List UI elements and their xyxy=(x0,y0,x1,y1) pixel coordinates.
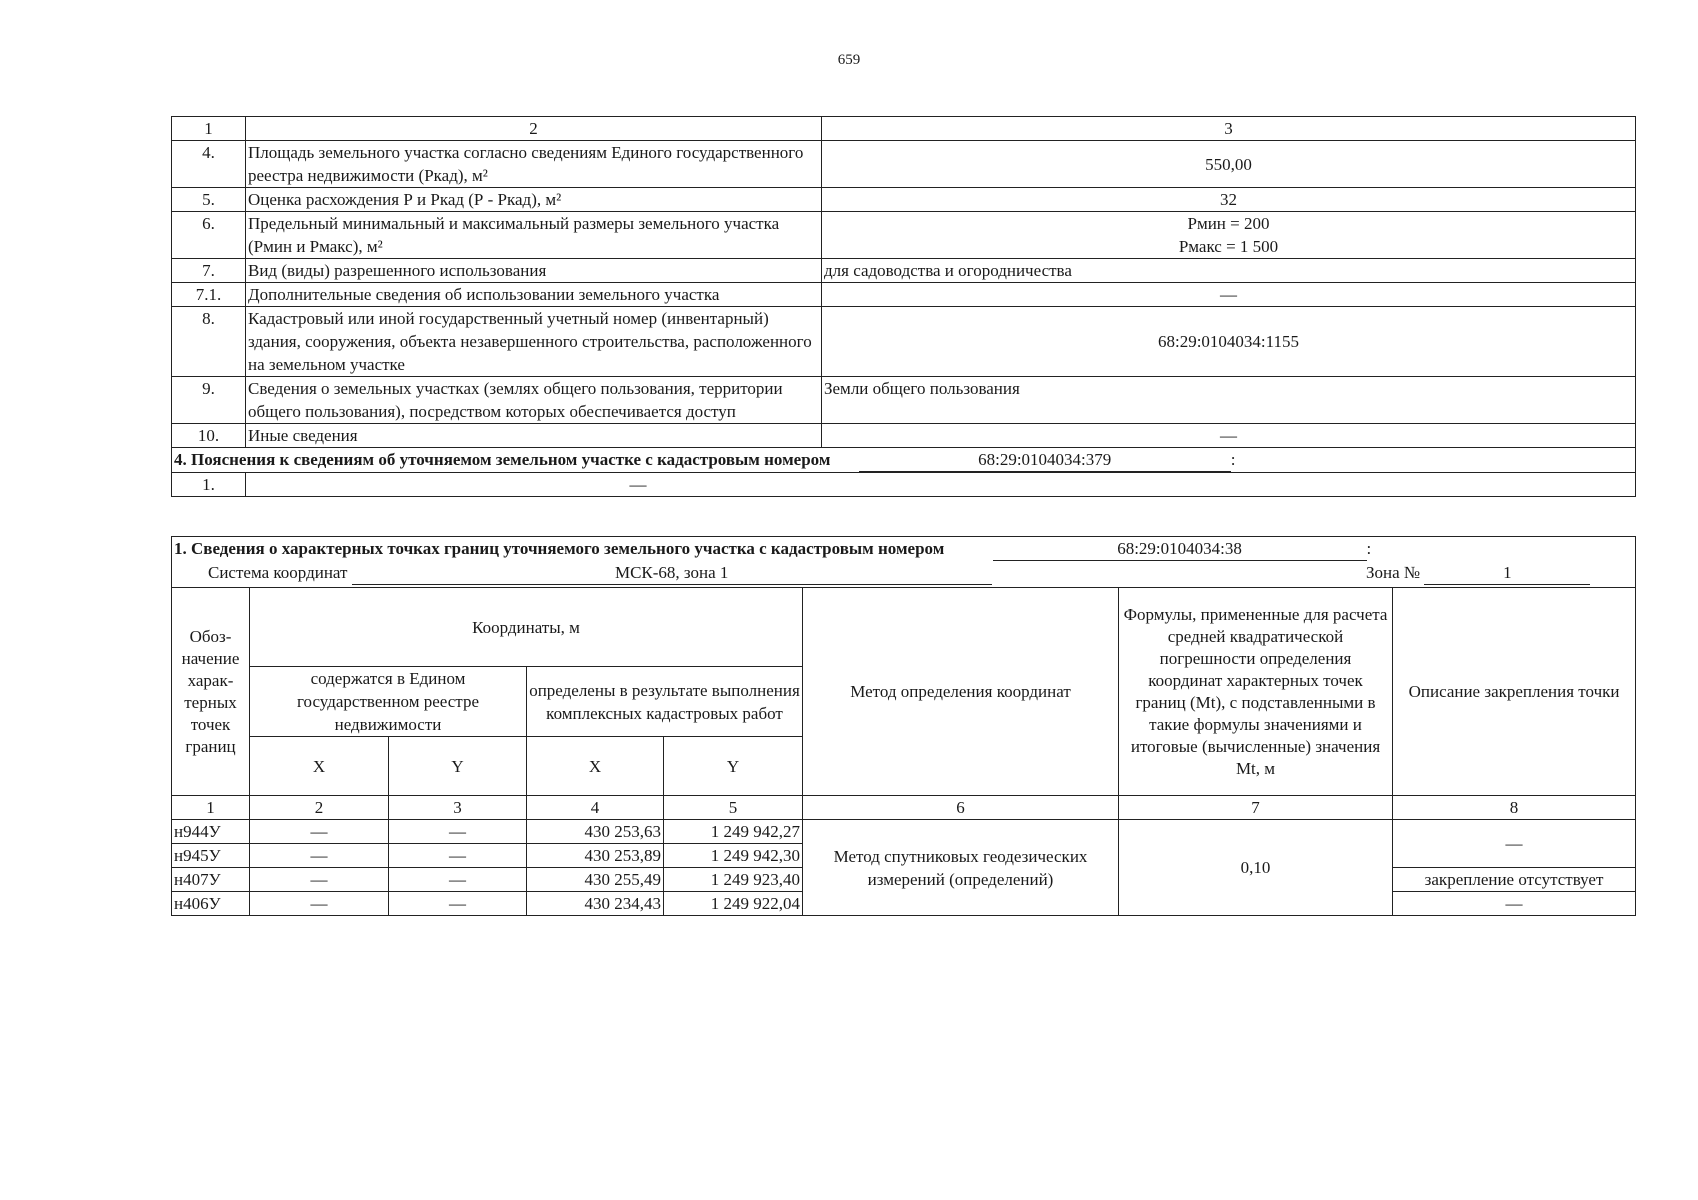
points-title-row xyxy=(172,537,1636,588)
row-number: 9. xyxy=(172,377,246,424)
determined-header: определены в результате выполнения комплексных кадастровых работ xyxy=(527,667,803,737)
col-number: 6 xyxy=(803,796,1119,820)
row-label: Дополнительные сведения об использовании земельного участка xyxy=(246,283,822,307)
y-header: Y xyxy=(664,737,803,796)
coord-system-value: МСК-68, зона 1 xyxy=(352,561,992,585)
col-number: 3 xyxy=(389,796,527,820)
y-egrn-header: Y xyxy=(389,737,527,796)
page-number: 659 xyxy=(837,52,861,68)
max-size: Рмакс = 1 500 xyxy=(1178,237,1279,256)
col-number: 2 xyxy=(250,796,389,820)
point-x: 430 255,49 xyxy=(527,868,664,892)
point-x-egrn: — xyxy=(250,820,389,844)
col-number: 7 xyxy=(1119,796,1393,820)
description-header: Описание закрепления точки xyxy=(1393,588,1636,796)
row-label: Кадастровый или иной государственный учетный номер (инвентарный) здания, сооружения, объекта незавершенного строительства, расположенного на земельном участке xyxy=(246,307,822,377)
section4-title-cell xyxy=(172,448,1636,473)
row-value: — xyxy=(822,283,1636,307)
egrn-header: содержатся в Едином государственном реестре недвижимости xyxy=(250,667,527,737)
row-number: 5. xyxy=(172,188,246,212)
row-value xyxy=(246,473,1636,497)
point-y: 1 249 923,40 xyxy=(664,868,803,892)
point-x: 430 234,43 xyxy=(527,892,664,916)
row-number: 7. xyxy=(172,259,246,283)
row-value: 68:29:0104034:1155 xyxy=(822,307,1636,377)
row-number: 4. xyxy=(172,141,246,188)
row-label: Предельный минимальный и максимальный размеры земельного участка (Рмин и Рмакс), м² xyxy=(246,212,822,259)
row-size-limits xyxy=(172,212,1636,259)
point-y: 1 249 922,04 xyxy=(664,892,803,916)
desc-value: закрепление отсутствует xyxy=(1393,868,1636,892)
row-other xyxy=(172,424,1636,448)
point-y-egrn: — xyxy=(389,820,527,844)
point-x: 430 253,63 xyxy=(527,820,664,844)
point-y-egrn: — xyxy=(389,868,527,892)
row-value xyxy=(822,212,1636,259)
parcel-info-table xyxy=(171,116,1636,497)
row-number: 7.1. xyxy=(172,283,246,307)
row-number: 6. xyxy=(172,212,246,259)
points-header-row-1 xyxy=(172,588,1636,667)
row-label: Оценка расхождения Р и Ркад (Р - Ркад), м² xyxy=(246,188,822,212)
point-y-egrn: — xyxy=(389,892,527,916)
row-label: Вид (виды) разрешенного использования xyxy=(246,259,822,283)
row-label: Сведения о земельных участках (землях общего пользования, территории общего пользования), посредством которых обеспечивается доступ xyxy=(246,377,822,424)
col-number: 1 xyxy=(172,796,250,820)
row-number: 10. xyxy=(172,424,246,448)
col-number: 4 xyxy=(527,796,664,820)
section4-value: — xyxy=(629,475,647,494)
point-name: н945У xyxy=(172,844,250,868)
coords-header: Координаты, м xyxy=(250,588,803,667)
method-header: Метод определения координат xyxy=(803,588,1119,796)
header-cell-1: 1 xyxy=(172,117,246,141)
section4-colon: : xyxy=(1230,450,1236,469)
x-header: X xyxy=(527,737,664,796)
point-y: 1 249 942,30 xyxy=(664,844,803,868)
point-name: н407У xyxy=(172,868,250,892)
desc-value: — xyxy=(1393,892,1636,916)
x-egrn-header: X xyxy=(250,737,389,796)
zone-value: 1 xyxy=(1424,561,1590,585)
points-title: 1. Сведения о характерных точках границ уточняемого земельного участка с кадастровым номером xyxy=(174,539,945,558)
row-value: Земли общего пользования xyxy=(822,377,1636,424)
point-row xyxy=(172,820,1636,844)
row-area-diff xyxy=(172,188,1636,212)
point-x-egrn: — xyxy=(250,868,389,892)
point-y: 1 249 942,27 xyxy=(664,820,803,844)
point-name: н406У xyxy=(172,892,250,916)
row-value: для садоводства и огородничества xyxy=(822,259,1636,283)
points-table xyxy=(171,536,1636,916)
row-label: Площадь земельного участка согласно сведениям Единого государственного реестра недвижимости (Ркад), м² xyxy=(246,141,822,188)
col-number: 5 xyxy=(664,796,803,820)
point-name: н944У xyxy=(172,820,250,844)
row-label: Иные сведения xyxy=(246,424,822,448)
point-y-egrn: — xyxy=(389,844,527,868)
col-number: 8 xyxy=(1393,796,1636,820)
row-value: 32 xyxy=(822,188,1636,212)
row-permitted-use xyxy=(172,259,1636,283)
header-row xyxy=(172,117,1636,141)
min-size: Рмин = 200 xyxy=(1187,214,1270,233)
row-number: 8. xyxy=(172,307,246,377)
header-cell-2: 2 xyxy=(246,117,822,141)
points-colon: : xyxy=(1366,539,1372,558)
header-cell-3: 3 xyxy=(822,117,1636,141)
method-value: Метод спутниковых геодезических измерений (определений) xyxy=(803,820,1119,916)
coord-system-label: Система координат xyxy=(208,563,348,582)
formulas-header: Формулы, примененные для расчета средней квадратической погрешности определения координат характерных точек границ (Mt), с подставленными в такие формулы значениями и итоговые (вычисленные) значения Mt, м xyxy=(1119,588,1393,796)
row-building-number xyxy=(172,307,1636,377)
row-number: 1. xyxy=(172,473,246,497)
point-x-egrn: — xyxy=(250,844,389,868)
row-access xyxy=(172,377,1636,424)
row-value: — xyxy=(822,424,1636,448)
section4-title-row xyxy=(172,448,1636,473)
row-value: 550,00 xyxy=(822,141,1636,188)
row-additional-use xyxy=(172,283,1636,307)
point-x: 430 253,89 xyxy=(527,844,664,868)
row-area-egrn xyxy=(172,141,1636,188)
designation-header: Обоз- начение харак- терных точек границ xyxy=(172,588,250,796)
points-title-cell xyxy=(172,537,1636,588)
points-cadastral: 68:29:0104034:38 xyxy=(993,537,1367,561)
point-x-egrn: — xyxy=(250,892,389,916)
zone-label: Зона № xyxy=(1365,563,1421,582)
section4-title: 4. Пояснения к сведениям об уточняемом земельном участке с кадастровым номером xyxy=(174,450,831,469)
desc-value: — xyxy=(1393,820,1636,868)
col-numbers-row xyxy=(172,796,1636,820)
mt-value: 0,10 xyxy=(1119,820,1393,916)
section4-cadastral: 68:29:0104034:379 xyxy=(859,448,1231,472)
section4-row xyxy=(172,473,1636,497)
